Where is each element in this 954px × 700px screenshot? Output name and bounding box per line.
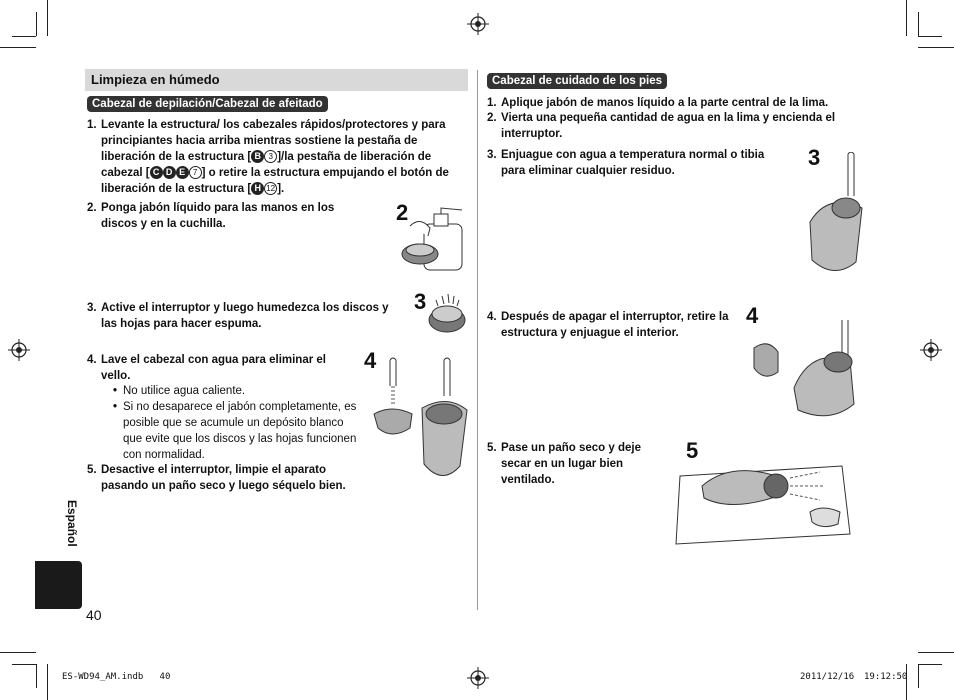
footer-date: 2011/12/16 [800,672,855,682]
crop-mark [906,664,907,700]
crop-mark [906,0,907,36]
right-step-5: 5. Pase un paño seco y deje secar en un lugar bien ventilado. [487,442,641,486]
crop-mark [36,664,37,688]
registration-mark-bottom [467,667,489,689]
left-step-5: 5. Desactive el interruptor, limpie el aparato pasando un paño seco y luego séquelo bien. [87,464,346,492]
symbol-b-icon: B [251,150,264,163]
crop-mark [918,664,942,665]
soap-bottle-illustration [398,206,468,272]
crop-mark [918,652,954,653]
bullet-item: • No utilice agua caliente. [113,385,246,397]
figure-number: 4 [746,303,759,328]
left-step-3: 3. Active el interruptor y luego humedezca los discos y las hojas para hacer espuma. [87,302,389,330]
crop-mark [918,12,919,36]
subsection-tag-left: Cabezal de depilación/Cabezal de afeitado [87,96,328,112]
crop-mark [12,36,36,37]
crop-mark [47,664,48,700]
crop-mark [918,36,942,37]
foot-file-rinse-illustration [804,152,866,274]
registration-mark-left [8,339,30,361]
figure-number: 2 [396,200,409,225]
crop-mark [918,664,919,688]
lather-illustration [426,292,468,334]
symbol-7-icon: 7 [189,166,202,179]
left-step-2: 2. Ponga jabón líquido para las manos en los discos y en la cuchilla. [87,202,335,230]
right-step-3: 3. Enjuague con agua a temperatura normal o tibia para eliminar cualquier residuo. [487,149,765,177]
left-step-1: 1. Levante la estructura/ los cabezales rápidos/protectores y para principiantes hacia arriba mientras sostiene la pestaña de liberación de la estructura [ B 3 ]/la pestaña de liberación de cabezal [ C D E 7 ] o retire la estructura empujando el botón de liberación de la estructura [ H 12 ]. [87,119,449,195]
crop-mark [12,664,36,665]
crop-mark [0,652,36,653]
figure-number: 5 [686,438,699,463]
remove-frame-illustration [750,318,866,420]
crop-mark [0,47,36,48]
crop-mark [47,0,48,36]
symbol-c-icon: C [150,166,163,179]
figure-number: 3 [414,289,427,314]
symbol-h-icon: H [251,182,264,195]
figure-number: 4 [364,348,377,373]
right-step-4: 4. Después de apagar el interruptor, retire la estructura y enjuague el interior. [487,311,729,339]
symbol-12-icon: 12 [264,182,277,195]
symbol-d-icon: D [163,166,176,179]
rinse-illustration [372,356,472,482]
column-divider [477,70,478,610]
crop-mark [918,47,954,48]
page-number: 40 [86,607,102,623]
footer-time: 19:12:50 [864,672,908,682]
symbol-e-icon: E [176,166,189,179]
right-step-2: 2. Vierta una pequeña cantidad de agua en la lima y encienda el interruptor. [487,112,836,140]
section-title: Limpieza en húmedo [85,69,468,91]
figure-number: 3 [808,145,821,170]
left-step-4: 4. Lave el cabezal con agua para eliminar el vello. [87,354,326,382]
registration-mark-right [920,339,942,361]
side-block [35,561,82,609]
footer-file: ES-WD94_AM.indb 40 [62,672,171,682]
symbol-3-icon: 3 [264,150,277,163]
dry-on-towel-illustration [672,456,854,546]
crop-mark [36,12,37,36]
registration-mark-top [467,13,489,35]
subsection-tag-right: Cabezal de cuidado de los pies [487,73,667,89]
right-step-1: 1. Aplique jabón de manos líquido a la parte central de la lima. [487,97,829,109]
language-tab: Español [65,500,79,547]
bullet-item: • Si no desaparece el jabón completamente, es posible que se acumule un depósito blanco que evite que los discos y las hojas funcionen con normalidad. [113,401,357,461]
